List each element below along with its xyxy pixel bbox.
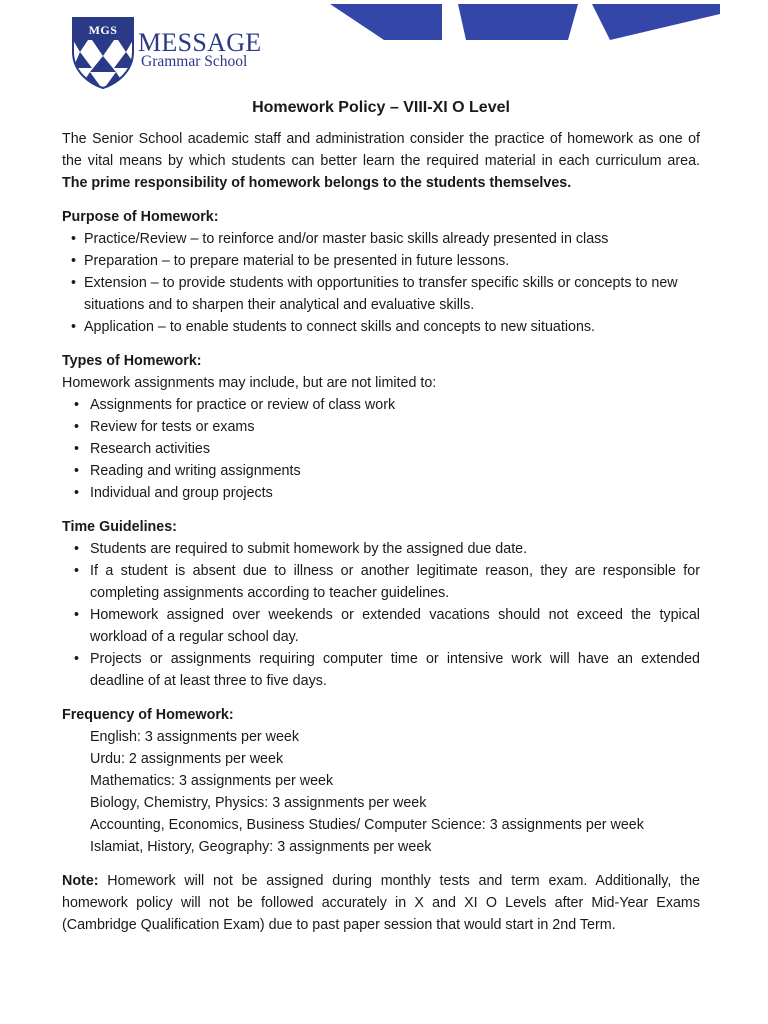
school-name: MESSAGE <box>138 28 262 57</box>
list-item: • If a student is absent due to illness or another legitimate reason, they are responsible for completing assignments according to teacher guidelines. <box>62 560 700 604</box>
list-item: Accounting, Economics, Business Studies/ Computer Science: 3 assignments per week <box>90 817 644 833</box>
purpose-list <box>62 228 700 338</box>
list-item: • Extension – to provide students with opportunities to transfer specific skills or concepts to new situations and to sharpen their analytical and evaluative skills. <box>62 272 700 316</box>
intro-paragraph <box>62 128 700 194</box>
list-item: • Preparation – to prepare material to be presented in future lessons. <box>62 250 700 272</box>
list-item: Biology, Chemistry, Physics: 3 assignments per week <box>90 795 427 811</box>
list-item: • Projects or assignments requiring computer time or intensive work will have an extended deadline of at least three to five days. <box>62 648 700 692</box>
time-list <box>62 538 700 692</box>
header-decoration <box>330 0 720 40</box>
time-section <box>62 516 700 692</box>
note-text: Homework will not be assigned during monthly tests and term exam. Additionally, the homework policy will not be followed accurately in X and XI O Levels after Mid-Year Exams (Cambridge Qualification Exam) due to past paper session that would start in 2nd Term. <box>62 873 700 933</box>
list-item: Islamiat, History, Geography: 3 assignments per week <box>90 839 432 855</box>
list-item: • Assignments for practice or review of class work <box>62 394 700 416</box>
list-item: • Application – to enable students to connect skills and concepts to new situations. <box>62 316 700 338</box>
list-item: • Practice/Review – to reinforce and/or master basic skills already presented in class <box>62 228 700 250</box>
list-item: Mathematics: 3 assignments per week <box>90 773 334 789</box>
school-logo <box>70 16 290 90</box>
page-title: Homework Policy – VIII-XI O Level <box>252 99 510 116</box>
types-list <box>62 394 700 504</box>
list-item: • Students are required to submit homework by the assigned due date. <box>62 538 700 560</box>
list-item: • Review for tests or exams <box>62 416 700 438</box>
list-item: English: 3 assignments per week <box>90 729 300 745</box>
frequency-heading: Frequency of Homework: <box>62 707 234 723</box>
list-item: Urdu: 2 assignments per week <box>90 751 284 767</box>
note-paragraph <box>62 870 700 936</box>
logo-abbrev: MGS <box>88 23 118 37</box>
list-item: • Homework assigned over weekends or extended vacations should not exceed the typical workload of a regular school day. <box>62 604 700 648</box>
list-item: • Individual and group projects <box>62 482 700 504</box>
frequency-section <box>62 704 700 858</box>
time-heading: Time Guidelines: <box>62 519 177 535</box>
school-subtitle: Grammar School <box>141 53 248 70</box>
note-label: Note: <box>62 873 99 889</box>
types-intro: Homework assignments may include, but are not limited to: <box>62 375 437 391</box>
types-section <box>62 350 700 504</box>
purpose-heading: Purpose of Homework: <box>62 209 219 225</box>
purpose-section <box>62 206 700 338</box>
types-heading: Types of Homework: <box>62 353 202 369</box>
list-item: • Reading and writing assignments <box>62 460 700 482</box>
intro-text: The Senior School academic staff and administration consider the practice of homework as one of the vital means by which students can better learn the required material in each curriculum area. <box>62 131 700 169</box>
document-body <box>62 96 700 936</box>
list-item: • Research activities <box>62 438 700 460</box>
frequency-list <box>62 726 700 858</box>
intro-bold: The prime responsibility of homework belongs to the students themselves. <box>62 175 572 191</box>
